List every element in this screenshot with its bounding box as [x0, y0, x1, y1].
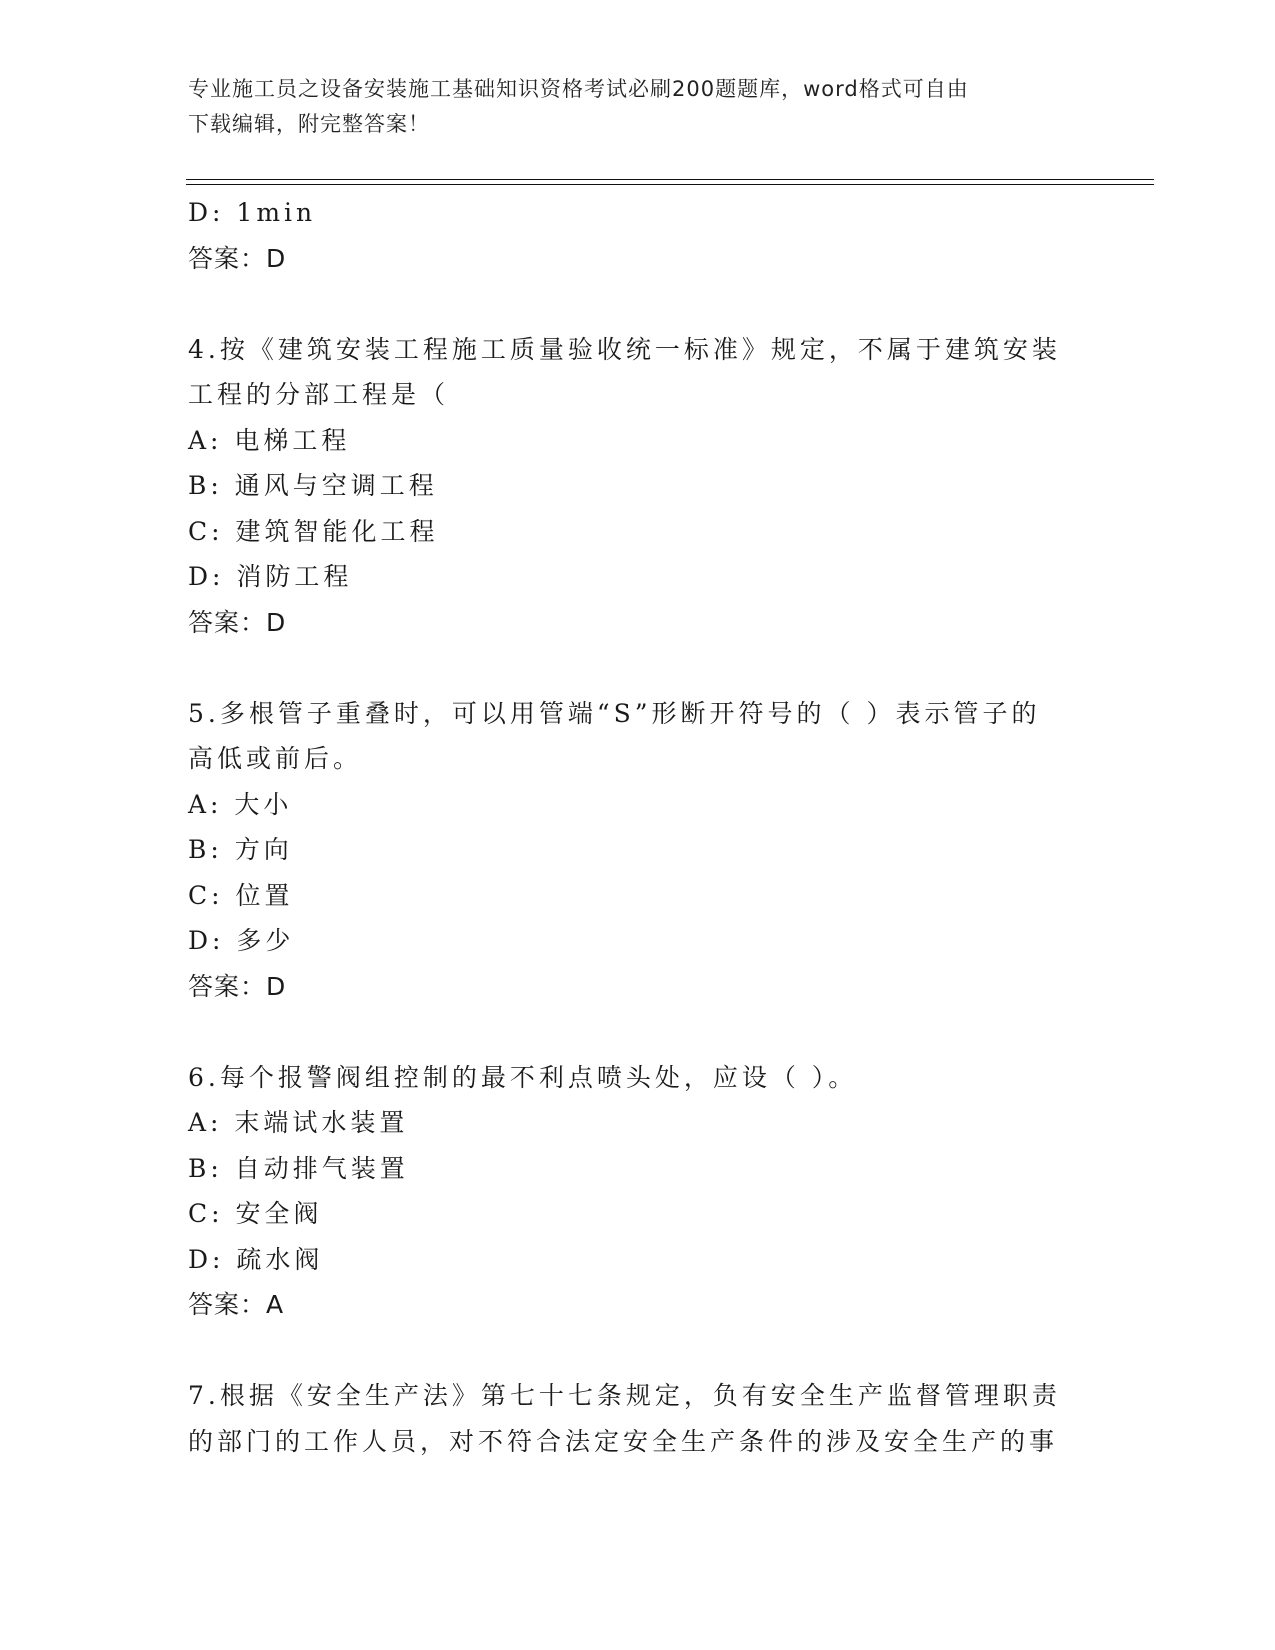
- q4-option-c: C: 建筑智能化工程: [188, 516, 439, 546]
- spacer: [188, 1328, 1068, 1374]
- spacer: [188, 281, 1068, 327]
- q5-answer: 答案：D: [188, 971, 287, 1001]
- question-6: [188, 1055, 1068, 1328]
- q6-option-a: A: 末端试水装置: [188, 1108, 409, 1137]
- spacer: [188, 645, 1068, 691]
- question-3-fragment: [188, 190, 1068, 281]
- q5-option-b: B: 方向: [188, 835, 293, 864]
- question-4: [188, 327, 1068, 646]
- question-5: [188, 691, 1068, 1010]
- q5-stem-line-1: 5.多根管子重叠时，可以用管端“S”形断开符号的（ ）表示管子的: [188, 698, 1041, 728]
- header-title-line-1: 专业施工员之设备安装施工基础知识资格考试必刷200题题库，word格式可自由: [188, 77, 969, 101]
- q4-option-a: A: 电梯工程: [188, 425, 351, 455]
- q5-stem-line-2: 高低或前后。: [188, 744, 363, 773]
- document-header: [188, 72, 1068, 142]
- q7-stem-line-1: 7.根据《安全生产法》第七十七条规定，负有安全生产监督管理职责: [188, 1381, 1061, 1410]
- header-divider-top: [186, 179, 1154, 180]
- q5-option-d: D: 多少: [188, 926, 295, 955]
- q4-option-d: D: 消防工程: [188, 562, 353, 591]
- q4-answer: 答案：D: [188, 607, 287, 637]
- q6-option-b: B: 自动排气装置: [188, 1153, 409, 1183]
- q6-option-c: C: 安全阀: [188, 1199, 323, 1228]
- q5-option-c: C: 位置: [188, 880, 294, 910]
- q6-option-d: D: 疏水阀: [188, 1244, 324, 1274]
- q3-option-d: D: 1min: [188, 198, 317, 227]
- q6-stem-line-1: 6.每个报警阀组控制的最不利点喷头处，应设（ ）。: [188, 1062, 858, 1092]
- header-title-line-2: 下载编辑，附完整答案！: [188, 112, 430, 136]
- header-divider-bottom: [186, 184, 1154, 185]
- spacer: [188, 1009, 1068, 1055]
- q4-stem-line-2: 工程的分部工程是（: [188, 380, 450, 409]
- q4-option-b: B: 通风与空调工程: [188, 471, 438, 500]
- q7-stem-line-2: 的部门的工作人员，对不符合法定安全生产条件的涉及安全生产的事: [188, 1426, 1059, 1456]
- q5-option-a: A: 大小: [188, 789, 293, 819]
- q6-answer: 答案：A: [188, 1290, 285, 1319]
- q3-answer: 答案：D: [188, 243, 287, 273]
- question-list: [188, 190, 1068, 1464]
- q4-stem-line-1: 4.按《建筑安装工程施工质量验收统一标准》规定，不属于建筑安装: [188, 334, 1061, 364]
- question-7: [188, 1373, 1068, 1464]
